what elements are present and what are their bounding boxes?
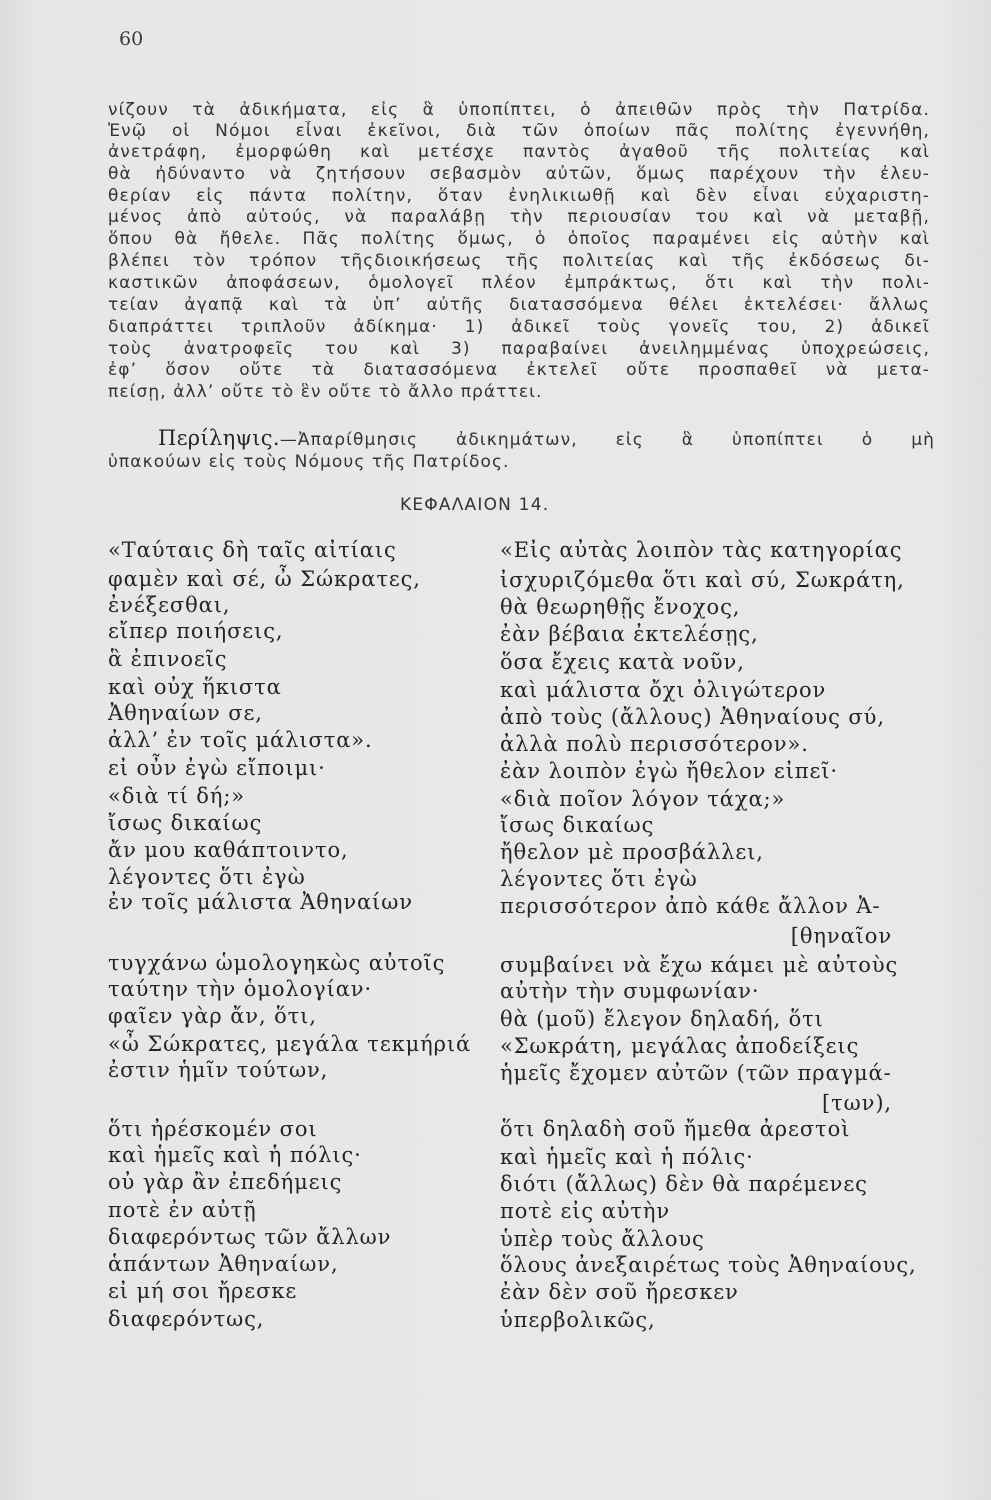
original-line: «διὰ τί δή;» xyxy=(108,784,246,808)
translation-line-continuation: [θηναῖον xyxy=(790,924,892,948)
original-line: διαφερόντως, xyxy=(108,1307,265,1331)
translation-line: ἰσχυριζόμεθα ὅτι καὶ σύ, Σωκράτη, xyxy=(500,568,905,592)
page-number: 60 xyxy=(119,28,144,50)
translation-line: ὅτι δηλαδὴ σοῦ ἤμεθα ἀρεστοὶ xyxy=(500,1117,851,1141)
translation-line: ὅλους ἀνεξαιρέτως τοὺς Ἀθηναίους, xyxy=(500,1253,917,1277)
chapter-heading: ΚΕΦΑΛΑΙΟΝ 14. xyxy=(400,495,550,515)
original-line: καὶ οὐχ ἥκιστα xyxy=(108,675,282,699)
summary-text: —Ἀπαρίθμησις ἀδικημάτων, εἰς ἃ ὑποπίπτει ὁ μὴ xyxy=(279,430,935,450)
original-line: ἴσως δικαίως xyxy=(108,811,263,835)
translation-line: ἀπὸ τοὺς (ἄλλους) Ἀθηναίους σύ, xyxy=(500,705,885,729)
original-line: καὶ ἡμεῖς καὶ ἡ πόλις· xyxy=(108,1143,362,1167)
paragraph-line: καστικῶν ἀποφάσεων, ὁμολογεῖ πλέον ἐμπράκτως, ὅτι καὶ τὴν πολι- xyxy=(108,273,930,293)
translation-line: ὑπὲρ τοὺς ἄλλους xyxy=(500,1227,705,1251)
summary-line xyxy=(158,425,935,451)
original-line: Ἀθηναίων σε, xyxy=(108,701,263,725)
original-line: οὐ γὰρ ἂν ἐπεδήμεις xyxy=(108,1170,343,1194)
paragraph-line: βλέπει τὸν τρόπον τῆςδιοικήσεως τῆς πολιτείας καὶ τῆς ἐκδόσεως δι- xyxy=(108,251,930,271)
translation-line: θὰ θεωρηθῇς ἔνοχος, xyxy=(500,595,741,619)
original-line: «ὦ Σώκρατες, μεγάλα τεκμήριά xyxy=(108,1032,472,1056)
original-line: εἴπερ ποιήσεις, xyxy=(108,619,284,643)
original-line: ἁπάντων Ἀθηναίων, xyxy=(108,1252,339,1276)
original-line: διαφερόντως τῶν ἄλλων xyxy=(108,1225,392,1249)
paragraph-line: θερίαν εἰς πάντα πολίτην, ὅταν ἐνηλικιωθῇ καὶ δὲν εἶναι εὐχαριστη- xyxy=(108,186,930,206)
original-line: ἄν μου καθάπτοιντο, xyxy=(108,838,349,862)
original-line: εἰ οὖν ἐγὼ εἴποιμι· xyxy=(108,756,326,780)
original-line: φαῖεν γὰρ ἄν, ὅτι, xyxy=(108,1004,317,1028)
original-line: ποτὲ ἐν αὐτῇ xyxy=(108,1198,257,1222)
paragraph-line: ἐφ’ ὅσον οὔτε τὰ διατασσόμενα ἐκτελεῖ οὔτε προσπαθεῖ νὰ μετα- xyxy=(108,360,930,380)
paragraph-line: Ἐνῷ οἱ Νόμοι εἶναι ἐκεῖνοι, διὰ τῶν ὁποίων πᾶς πολίτης ἐγεννήθη, xyxy=(108,121,930,141)
translation-line: ἐὰν δὲν σοῦ ἤρεσκεν xyxy=(500,1280,739,1304)
original-line: ἃ ἐπινοεῖς xyxy=(108,647,228,671)
translation-line: ποτὲ εἰς αὐτὴν xyxy=(500,1199,671,1223)
paragraph-line: θὰ ἠδύναντο νὰ ζητήσουν σεβασμὸν αὐτῶν, ὅμως παρέχουν τὴν ἐλευ- xyxy=(108,164,930,184)
translation-line: περισσότερον ἀπὸ κάθε ἄλλον Ἀ- xyxy=(500,894,881,918)
translation-line-continuation: [των), xyxy=(822,1091,892,1115)
paragraph-line: μένος ἀπὸ αὐτούς, νὰ παραλάβῃ τὴν περιουσίαν του καὶ νὰ μεταβῇ, xyxy=(108,207,930,227)
original-line: εἰ μή σοι ἤρεσκε xyxy=(108,1279,298,1303)
summary-label: Περίληψις. xyxy=(158,426,280,450)
paragraph-line: πείσῃ, ἀλλ’ οὔτε τὸ ἓν οὔτε τὸ ἄλλο πράττει. xyxy=(108,382,543,402)
translation-line: ἀλλὰ πολὺ περισσότερον». xyxy=(500,732,809,756)
original-line: ταύτην τὴν ὁμολογίαν· xyxy=(108,977,373,1001)
translation-line: ἴσως δικαίως xyxy=(500,813,655,837)
original-line: ὅτι ἠρέσκομέν σοι xyxy=(108,1117,318,1141)
translation-line: «Σωκράτη, μεγάλας ἀποδείξεις xyxy=(500,1034,860,1058)
translation-line: καὶ μάλιστα ὄχι ὀλιγώτερον xyxy=(500,678,827,702)
original-line: ἐστιν ἡμῖν τούτων, xyxy=(108,1058,329,1082)
translation-line: ὅσα ἔχεις κατὰ νοῦν, xyxy=(500,650,745,674)
translation-line: αὐτὴν τὴν συμφωνίαν· xyxy=(500,979,760,1003)
original-line: φαμὲν καὶ σέ, ὦ Σώκρατες, xyxy=(108,567,421,591)
original-line: ἀλλ’ ἐν τοῖς μάλιστα». xyxy=(108,728,373,752)
translation-line: ἐὰν λοιπὸν ἐγὼ ἤθελον εἰπεῖ· xyxy=(500,759,838,783)
original-line: τυγχάνω ὡμολογηκὼς αὐτοῖς xyxy=(108,951,446,975)
paragraph-line: διαπράττει τριπλοῦν ἀδίκημα· 1) ἀδικεῖ τοὺς γονεῖς του, 2) ἀδικεῖ xyxy=(108,317,930,337)
original-line: λέγοντες ὅτι ἐγὼ xyxy=(108,865,306,889)
translation-line: ἤθελον μὲ προσβάλλει, xyxy=(500,840,764,864)
summary-line: ὑπακούων εἰς τοὺς Νόμους τῆς Πατρίδος. xyxy=(108,452,510,472)
translation-line: ἐὰν βέβαια ἐκτελέσῃς, xyxy=(500,622,759,646)
paragraph-line: ἀνετράφη, ἐμορφώθη καὶ μετέσχε παντὸς ἀγαθοῦ τῆς πολιτείας καὶ xyxy=(108,142,930,162)
original-line: ἐνέξεσθαι, xyxy=(108,593,231,617)
translation-line: θὰ (μοῦ) ἔλεγον δηλαδή, ὅτι xyxy=(500,1007,824,1031)
translation-line: λέγοντες ὅτι ἐγὼ xyxy=(500,867,698,891)
translation-line: ὑπερβολικῶς, xyxy=(500,1308,656,1332)
translation-line: ἡμεῖς ἔχομεν αὐτῶν (τῶν πραγμά- xyxy=(500,1061,892,1085)
original-line: «Ταύταις δὴ ταῖς αἰτίαις xyxy=(108,538,397,562)
original-line: ἐν τοῖς μάλιστα Ἀθηναίων xyxy=(108,890,413,914)
translation-line: «Εἰς αὐτὰς λοιπὸν τὰς κατηγορίας xyxy=(500,538,903,562)
paragraph-line: νίζουν τὰ ἀδικήματα, εἰς ἃ ὑποπίπτει, ὁ ἀπειθῶν πρὸς τὴν Πατρίδα. xyxy=(108,100,930,120)
translation-line: καὶ ἡμεῖς καὶ ἡ πόλις· xyxy=(500,1145,754,1169)
translation-line: «διὰ ποῖον λόγον τάχα;» xyxy=(500,787,786,811)
paragraph-line: τείαν ἀγαπᾷ καὶ τὰ ὑπ’ αὐτῆς διατασσόμενα θέλει ἐκτελέσει· ἄλλως xyxy=(108,295,930,315)
translation-line: διότι (ἄλλως) δὲν θὰ παρέμενες xyxy=(500,1172,868,1196)
paragraph-line: τοὺς ἀνατροφεῖς του καὶ 3) παραβαίνει ἀνειλημμένας ὑποχρεώσεις, xyxy=(108,339,930,359)
paragraph-line: ὅπου θὰ ἤθελε. Πᾶς πολίτης ὅμως, ὁ ὁποῖος παραμένει εἰς αὐτὴν καὶ xyxy=(108,229,930,249)
translation-line: συμβαίνει νὰ ἔχω κάμει μὲ αὐτοὺς xyxy=(500,953,899,977)
